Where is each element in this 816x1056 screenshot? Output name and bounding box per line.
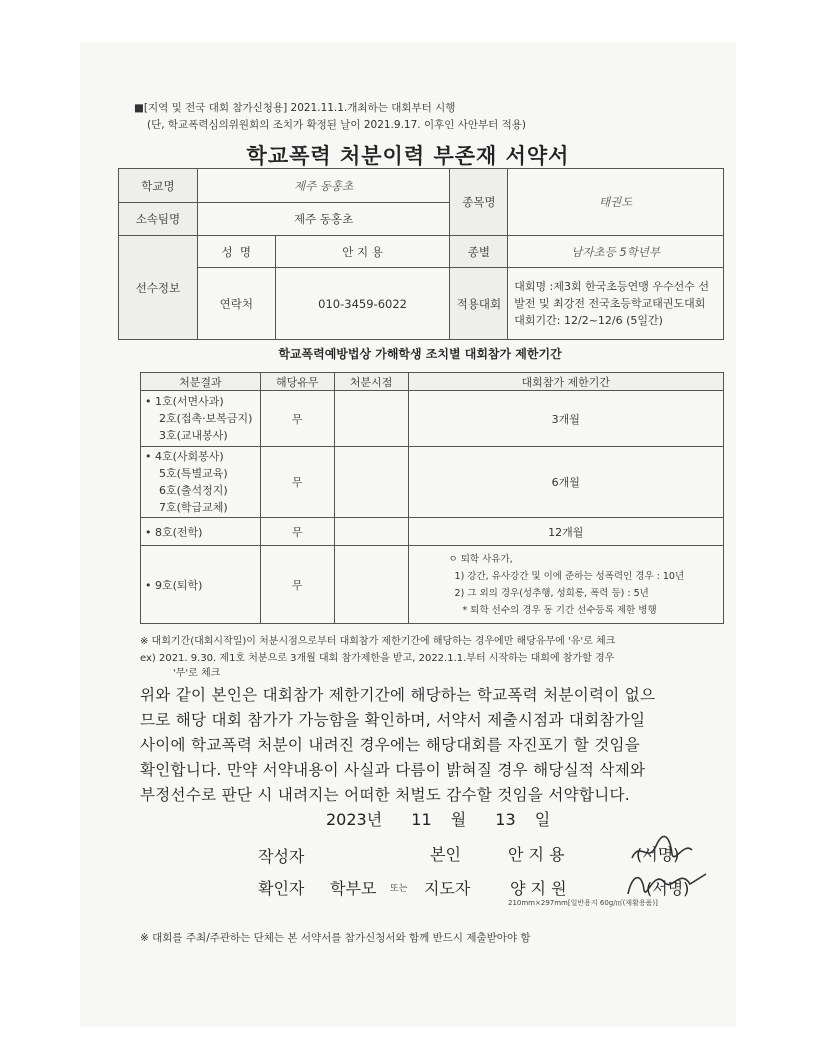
disposition-item: 6호(출석정지) (159, 484, 228, 497)
date-line (326, 807, 550, 830)
paper-spec: 210mm×297mm[일반용지 60g/㎡(재활용품)] (508, 899, 658, 907)
team-label: 소속팀명 (119, 203, 198, 236)
pledge-line: 므로 해당 대회 참가가 가능함을 확인하며, 서약서 제출시점과 대회참가일 (140, 711, 646, 729)
document-title: 학교폭력 처분이력 부존재 서약서 (246, 144, 570, 168)
date-day-unit: 일 (534, 810, 551, 829)
confirmer-label: 확인자 (258, 879, 305, 898)
name-value: 안 지 용 (275, 236, 450, 268)
table-row (141, 546, 724, 624)
writer-signature: (서명) (636, 845, 680, 864)
player-info-table (118, 168, 724, 340)
header-limit: 대회참가 제한기간 (408, 373, 723, 391)
date-day: 13 (495, 810, 516, 829)
pledge-line: 부정선수로 판단 시 내려지는 어떠한 처벌도 감수할 것임을 서약합니다. (140, 786, 630, 804)
pledge-paragraph (140, 683, 720, 808)
limit-value: 3개월 (408, 391, 723, 447)
applicable-value: 무 (260, 546, 334, 624)
header-applicable: 해당유무 (260, 373, 334, 391)
self-label: 본인 (430, 845, 461, 864)
confirmer-signature: (서명) (646, 879, 690, 898)
date-month-unit: 월 (450, 810, 467, 829)
date-year: 2023년 (326, 810, 383, 829)
player-info-label: 선수정보 (119, 236, 198, 340)
competition-label: 적용대회 (450, 268, 508, 340)
competition-name: 대회명 :제3회 한국초등연맹 우수선수 선발전 및 최강전 전국초등학교태권도대회 (514, 280, 710, 310)
disposition-item: 2호(접촉·보복금지) (159, 412, 253, 425)
pledge-line: 위와 같이 본인은 대회참가 제한기간에 해당하는 학교폭력 처분이력이 없으 (140, 686, 656, 704)
limit-value: 6개월 (408, 447, 723, 518)
writer-label: 작성자 (258, 847, 305, 866)
event-value: 태권도 (508, 169, 724, 236)
team-value: 제주 동홍초 (197, 203, 450, 236)
disposition-item: 3호(교내봉사) (159, 429, 228, 442)
name-label: 성 명 (197, 236, 275, 268)
footnote-line-2: ex) 2021. 9.30. 제1호 처분으로 3개월 대회 참가제한을 받고, 2022.1.1.부터 시작하는 대회에 참가할 경우 (140, 653, 615, 664)
time-value (334, 546, 408, 624)
disposition-item: 5호(특별교육) (159, 467, 228, 480)
footnote-line-1: ※ 대회기간(대회시작일)이 처분시점으로부터 대회참가 제한기간에 해당하는 경우에만 해당유무에 '유'로 체크 (140, 636, 616, 647)
header-time: 처분시점 (334, 373, 408, 391)
writer-name: 안 지 용 (508, 845, 565, 864)
disposition-item: • 8호(전학) (141, 518, 261, 546)
limit-value: 12개월 (408, 518, 723, 546)
school-value: 제주 동홍초 (197, 169, 450, 203)
restriction-subtitle: 학교폭력예방법상 가해학생 조치별 대회참가 제한기간 (278, 347, 562, 361)
table-row (141, 518, 724, 546)
pledge-line: 확인합니다. 만약 서약내용이 사실과 다름이 밝혀질 경우 해당실적 삭제와 (140, 761, 646, 779)
handwritten-signature-1 (626, 834, 696, 868)
event-label: 종목명 (450, 169, 508, 236)
date-month: 11 (411, 810, 432, 829)
header-result: 처분결과 (141, 373, 261, 391)
competition-period: 대회기간: 12/2~12/6 (5일간) (514, 314, 663, 327)
expulsion-line: * 퇴학 선수의 경우 동 기간 선수등록 제한 병행 (462, 604, 657, 616)
notice-line-1: ■[지역 및 전국 대회 참가신청용] 2021.11.1.개최하는 대회부터 시행 (134, 102, 456, 114)
restriction-table (140, 372, 724, 624)
disposition-item: • 4호(사회봉사) (145, 450, 224, 463)
coach-label: 지도자 (424, 879, 471, 898)
bottom-note: ※ 대회를 주최/주관하는 단체는 본 서약서를 참가신청서와 함께 반드시 제출받아야 함 (140, 932, 531, 944)
expulsion-line: ㅇ 퇴학 사유가, (448, 553, 513, 565)
or-label: 또는 (390, 884, 408, 894)
footnote-line-3: '무'로 체크 (173, 668, 221, 679)
notice-line-2: (단, 학교폭력심의위원회의 조치가 확정된 날이 2021.9.17. 이후인 사안부터 적용) (147, 119, 527, 131)
applicable-value: 무 (260, 447, 334, 518)
disposition-item: • 9호(퇴학) (141, 546, 261, 624)
expulsion-line: 2) 그 외의 경우(성추행, 성희롱, 폭력 등) : 5년 (454, 587, 649, 599)
disposition-item: • 1호(서면사과) (145, 395, 224, 408)
table-row (141, 447, 724, 518)
applicable-value: 무 (260, 518, 334, 546)
guardian-label: 학부모 (330, 879, 377, 898)
time-value (334, 447, 408, 518)
expulsion-line: 1) 강간, 유사강간 및 이에 준하는 성폭력인 경우 : 10년 (454, 570, 685, 582)
category-value: 남자초등 5학년부 (508, 236, 724, 268)
contact-value: 010-3459-6022 (275, 268, 450, 340)
category-label: 종별 (450, 236, 508, 268)
time-value (334, 391, 408, 447)
contact-label: 연락처 (197, 268, 275, 340)
pledge-line: 사이에 학교폭력 처분이 내려진 경우에는 해당대회를 자진포기 할 것임을 (140, 736, 641, 754)
disposition-item: 7호(학급교체) (159, 501, 228, 514)
applicable-value: 무 (260, 391, 334, 447)
table-row (141, 391, 724, 447)
time-value (334, 518, 408, 546)
school-label: 학교명 (119, 169, 198, 203)
confirmer-name: 양 지 원 (510, 879, 567, 898)
